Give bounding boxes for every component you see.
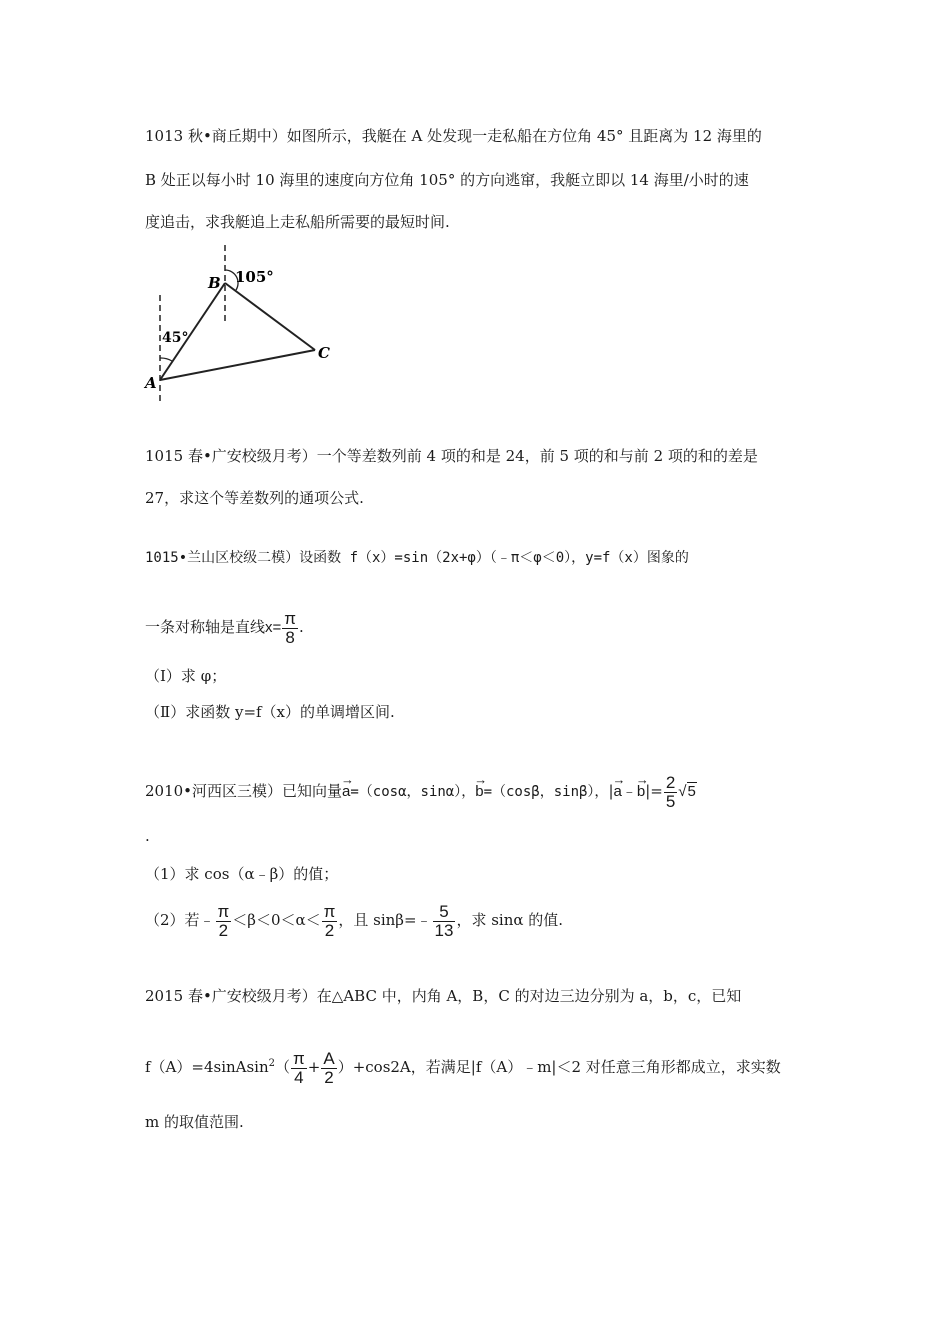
- problem4-line1: [145, 768, 697, 811]
- label-c: C: [318, 344, 330, 362]
- p5-paren-open: （: [275, 1058, 291, 1076]
- frac-num: π: [284, 608, 297, 628]
- frac-den: 13: [434, 920, 454, 940]
- problem4-prefix: 2010•河西区三模）已知向量: [145, 782, 343, 800]
- problem3-line2-prefix: 一条对称轴是直线: [145, 618, 266, 636]
- frac-num: A: [323, 1048, 335, 1068]
- frac-den: 2: [324, 920, 335, 940]
- label-b: B: [208, 274, 221, 292]
- part2-a: （2）若﹣: [145, 911, 215, 929]
- problem3-line2: [145, 608, 304, 647]
- problem1-line2: B 处正以每小时 10 海里的速度向方位角 105° 的方向逃窜，我艇立即以 14 海里/小时的速: [145, 171, 749, 189]
- label-a: A: [145, 374, 157, 392]
- label-angle-a: 45°: [162, 330, 189, 346]
- problem3-line1: 1015•兰山区校级二模）设函数 f（x）=sin（2x+φ）（﹣π＜φ＜0），y=f（x）图象的: [145, 550, 689, 566]
- ship-chase-figure: [140, 240, 340, 405]
- problem1-line3: 度追击，求我艇追上走私船所需要的最短时间.: [145, 213, 450, 231]
- pi-over-2-b: [322, 903, 338, 940]
- two-fifths: [664, 774, 677, 811]
- problem2-line2: 27，求这个等差数列的通项公式.: [145, 489, 364, 507]
- pi-over-8: [282, 610, 298, 647]
- frac-den: 5: [665, 791, 676, 811]
- p5-line2-a: f（A）=4sinAsin: [145, 1058, 269, 1076]
- problem4-part1: （1）求 cos（α﹣β）的值；: [145, 865, 339, 883]
- problem3-part2: （Ⅱ）求函数 y=f（x）的单调增区间.: [145, 703, 395, 721]
- label-angle-b: 105°: [235, 268, 274, 286]
- pi-over-2-a: [216, 903, 232, 940]
- problem5-line3: m 的取值范围.: [145, 1113, 244, 1131]
- part2-d: ，求 sinα 的值.: [456, 911, 564, 929]
- side-ac: [160, 350, 315, 380]
- vector-a-2: → a: [614, 768, 622, 810]
- part2-c: ，且 sinβ=﹣: [338, 911, 432, 929]
- side-bc: [225, 283, 315, 350]
- pi-over-4: [291, 1050, 307, 1087]
- p5-line2-c: ）+cos2A，若满足|f（A）﹣m|＜2 对任意三角形都成立，求实数: [337, 1058, 781, 1076]
- problem1-line1: 1013 秋•商丘期中）如图所示，我艇在 A 处发现一走私船在方位角 45° 且距离为 12 海里的: [145, 127, 762, 145]
- plus-sign: +: [307, 1058, 321, 1076]
- problem5-line2: [145, 1042, 781, 1089]
- problem2-line1: 1015 春•广安校级月考）一个等差数列前 4 项的和是 24，前 5 项的和与前 2 项的和的差是: [145, 447, 758, 465]
- part2-b: ＜β＜0＜α＜: [232, 911, 321, 929]
- sqrt-radicand: 5: [687, 783, 696, 800]
- frac-num: π: [323, 901, 336, 921]
- problem3-part1: （Ⅰ）求 φ；: [145, 667, 227, 685]
- abs-open: |: [608, 782, 614, 800]
- sqrt-5: [678, 782, 697, 800]
- abs-close: |=: [645, 782, 663, 800]
- frac-num: 5: [433, 903, 456, 922]
- problem4-dot: .: [145, 827, 150, 845]
- problem5-line1: 2015 春•广安校级月考）在△ABC 中，内角 A，B，C 的对边三边分别为 a，b，c，已知: [145, 987, 742, 1005]
- frac-num: 2: [665, 772, 676, 792]
- vector-b-2: → b: [637, 768, 645, 810]
- frac-num: π: [217, 901, 230, 921]
- frac-den: 4: [294, 1067, 304, 1087]
- problem4-part2: [145, 898, 563, 942]
- superscript-2: 2: [268, 1058, 276, 1069]
- vector-b-value: =（cosβ，sinβ），: [483, 784, 609, 800]
- period: .: [299, 618, 304, 636]
- vector-b: → b: [475, 768, 483, 810]
- frac-num: π: [293, 1048, 305, 1068]
- frac-den: 8: [285, 627, 295, 647]
- frac-den: 2: [324, 1067, 334, 1087]
- vector-a: → a: [342, 768, 350, 810]
- sqrt-symbol: √: [678, 783, 687, 800]
- minus-sign: ﹣: [621, 782, 637, 800]
- five-thirteenths: [433, 903, 456, 940]
- x-equals: x=: [265, 619, 282, 636]
- frac-den: 2: [218, 920, 229, 940]
- angle-arc-a: [160, 358, 172, 361]
- a-over-2: [321, 1050, 336, 1087]
- vector-a-value: =（cosα，sinα），: [350, 784, 476, 800]
